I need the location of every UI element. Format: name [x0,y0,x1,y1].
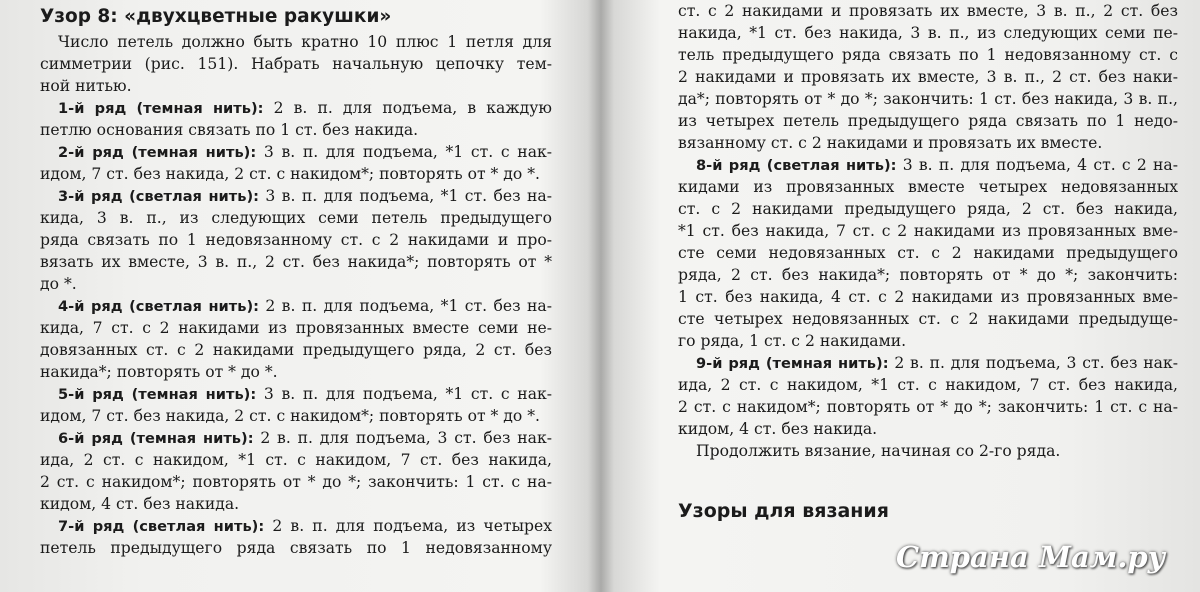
text-line [40,75,552,97]
row-label: 9-й ряд (темная нить): [696,355,889,372]
text-line [40,361,552,383]
row-label: 1-й ряд (темная нить): [58,100,264,117]
line-text: 2 ст. с накидом*; повторять от * до *; закончить: 1 ст. с на- [678,398,1178,416]
text-line [40,427,552,449]
text-line [40,295,552,317]
line-text: 1 ст. без накида, 4 ст. с 2 накидами из провязанных вме- [678,288,1178,306]
text-line [40,229,552,251]
text-line [678,154,1178,176]
site-watermark: Страна Мам.ру [896,540,1166,574]
row-label: 7-й ряд (светлая нить): [58,518,265,535]
line-text: *1 ст. без накида, 7 ст. с 2 накидами из провязанных вме- [678,222,1178,240]
text-line [40,163,552,185]
line-text: 2 накидами и провязать их вместе, 3 в. п., 2 ст. без наки- [678,68,1178,86]
text-line [678,66,1178,88]
text-line [678,44,1178,66]
text-line [40,53,552,75]
line-text: да*; повторять от * до *; закончить: 1 ст. без накида, 3 в. п., [678,90,1178,108]
right-page-body [678,0,1178,462]
pattern-heading: Узор 8: «двухцветные ракушки» [40,6,392,27]
line-text: ст. с 2 накидами предыдущего ряда, 2 ст. без накида, [678,200,1178,218]
line-text: го ряда, 1 ст. с 2 накидами. [678,332,907,350]
row-label: 2-й ряд (темная нить): [58,144,257,161]
line-text: сте семи недовязанных ст. с 2 накидами предыдущего [678,244,1178,262]
text-line [40,317,552,339]
text-line [678,418,1178,440]
line-text: 2 в. п. для подъема, *1 ст. без на- [258,297,552,315]
line-text: кида, 3 в. п., из следующих семи петель предыдущего [40,209,552,227]
line-text: Продолжить вязание, начиная со 2-го ряда. [696,442,1061,460]
line-text: ида, 2 ст. с накидом, *1 ст. с накидом, 7 ст. без накида, [40,451,552,469]
row-label: 6-й ряд (темная нить): [58,430,254,447]
text-line [40,141,552,163]
text-line [40,119,552,141]
text-line [40,493,552,515]
line-text: 2 в. п. для подъема, из четырех [264,517,552,535]
line-text: петель предыдущего ряда связать по 1 недовязанному [40,539,552,557]
line-text: кидом, 4 ст. без накида. [678,420,878,438]
line-text: 3 в. п. для подъема, *1 ст. с нак- [256,385,552,403]
text-line [678,88,1178,110]
right-page [678,0,1178,592]
line-text: 2 в. п. для подъема, в каждую [263,99,552,117]
line-text: петлю основания связать по 1 ст. без накида. [40,121,419,139]
line-text: до *. [40,275,77,293]
line-text: ряда связать по 1 недовязанному ст. с 2 накидами и про- [40,231,552,249]
line-text: ной нитью. [40,77,132,95]
line-text: ряда, 2 ст. без накида*; повторять от * до *; закончить: [678,266,1178,284]
line-text: ида, 2 ст. с накидом, *1 ст. с накидом, 7 ст. без накида, [678,376,1178,394]
text-line [678,396,1178,418]
section-heading: Узоры для вязания [678,500,889,522]
line-text: вязанному ст. с 2 накидами и провязать их вместе. [678,134,1103,152]
row-label: 4-й ряд (светлая нить): [58,298,259,315]
text-line [678,330,1178,352]
text-line [678,22,1178,44]
text-line [40,31,552,53]
line-text: накида*; повторять от * до *. [40,363,278,381]
text-line [40,537,552,559]
line-text: 2 в. п. для подъема, 3 ст. без нак- [888,354,1178,372]
line-text: 2 в. п. для подъема, 3 ст. без нак- [253,429,552,447]
line-text: довязанных ст. с 2 накидами предыдущего ряда, 2 ст. без [40,341,552,359]
text-line [678,352,1178,374]
text-line [678,374,1178,396]
row-label: 8-й ряд (светлая нить): [696,157,897,174]
line-text: сте четырех недовязанных ст. с 2 накидами предыдуще- [678,310,1178,328]
line-text: 3 в. п. для подъема, *1 ст. с нак- [256,143,552,161]
row-label: 3-й ряд (светлая нить): [58,188,259,205]
line-text: Число петель должно быть кратно 10 плюс 1 петля для [58,33,552,51]
left-page [40,0,552,592]
text-line [678,198,1178,220]
text-line [40,515,552,537]
text-line [678,242,1178,264]
line-text: кидом, 4 ст. без накида. [40,495,240,513]
line-text: 2 ст. с накидом*; повторять от * до *; закончить: 1 ст. с на- [40,473,552,491]
text-line [40,449,552,471]
line-text: кида, 7 ст. с 2 накидами из провязанных вместе семи не- [40,319,552,337]
text-line [678,110,1178,132]
text-line [40,471,552,493]
text-line [678,176,1178,198]
line-text: накида, *1 ст. без накида, 3 в. п., из следующих семи пе- [678,24,1178,42]
line-text: симметрии (рис. 151). Набрать начальную цепочку тем- [40,55,552,73]
line-text: 3 в. п. для подъема, *1 ст. без на- [258,187,552,205]
book-gutter [588,0,614,592]
line-text: из четырех петель предыдущего ряда связать по 1 недо- [678,112,1178,130]
text-line [40,405,552,427]
text-line [40,383,552,405]
text-line [40,339,552,361]
line-text: ст. с 2 накидами и провязать их вместе, 3 в. п., 2 ст. без [678,2,1178,20]
line-text: идом, 7 ст. без накида, 2 ст. с накидом*; повторять от * до *. [40,165,540,183]
text-line [40,251,552,273]
text-line [678,220,1178,242]
text-line [678,132,1178,154]
text-line [678,264,1178,286]
line-text: тель предыдущего ряда связать по 1 недовязанному ст. с [678,46,1178,64]
row-label: 5-й ряд (темная нить): [58,386,257,403]
text-line [40,185,552,207]
text-line [40,207,552,229]
text-line [40,97,552,119]
text-line [678,440,1178,462]
line-text: 3 в. п. для подъема, 4 ст. с 2 на- [896,156,1178,174]
text-line [678,0,1178,22]
line-text: кидами из провязанных вместе четырех недовязанных [678,178,1178,196]
text-line [678,286,1178,308]
line-text: вязать их вместе, 3 в. п., 2 ст. без накида*; повторять от * [40,253,552,271]
text-line [678,308,1178,330]
text-line [40,273,552,295]
left-page-body [40,31,552,559]
line-text: идом, 7 ст. без накида, 2 ст. с накидом*; повторять от * до *. [40,407,540,425]
